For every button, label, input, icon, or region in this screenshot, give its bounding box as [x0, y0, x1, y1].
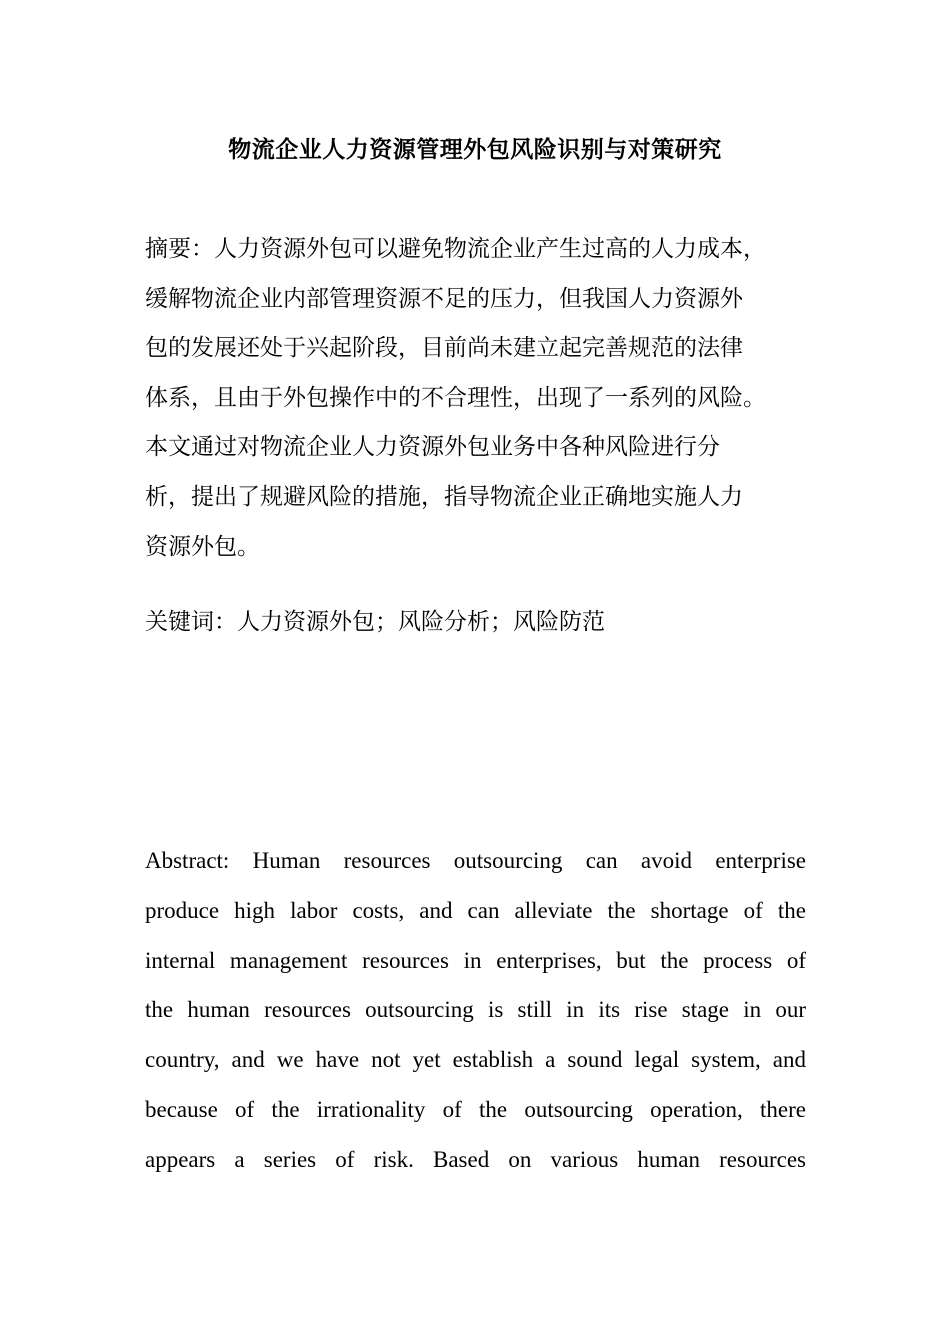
chinese-abstract-line: 体系，且由于外包操作中的不合理性，出现了一系列的风险。 [145, 384, 766, 411]
english-abstract-line: the human resources outsourcing is still in its rise stage in our [145, 997, 806, 1023]
chinese-abstract-line: 析，提出了规避风险的措施，指导物流企业正确地实施人力 [145, 483, 743, 510]
english-abstract-line: produce high labor costs, and can alleviate the shortage of the [145, 897, 806, 923]
keywords-line [145, 598, 825, 648]
keywords-text: 人力资源外包；风险分析；风险防范 [237, 609, 605, 635]
chinese-abstract [145, 225, 825, 572]
english-abstract [145, 836, 806, 1185]
chinese-abstract-line: 本文通过对物流企业人力资源外包业务中各种风险进行分 [145, 434, 720, 461]
english-abstract-line: Abstract: Human resources outsourcing can avoid enterprise [145, 848, 806, 873]
english-abstract-line: appears a series of risk. Based on various human resources [145, 1146, 806, 1172]
english-abstract-line: internal management resources in enterprises, but the process of [145, 947, 806, 973]
chinese-abstract-line: 缓解物流企业内部管理资源不足的压力，但我国人力资源外 [145, 285, 743, 312]
english-abstract-line: country, and we have not yet establish a sound legal system, and [145, 1047, 806, 1073]
chinese-abstract-line: 资源外包。 [145, 533, 260, 560]
chinese-abstract-line: 摘要：人力资源外包可以避免物流企业产生过高的人力成本， [145, 236, 766, 262]
document-title: 物流企业人力资源管理外包风险识别与对策研究 [228, 137, 722, 163]
chinese-abstract-line: 包的发展还处于兴起阶段，目前尚未建立起完善规范的法律 [145, 335, 743, 362]
english-abstract-line: because of the irrationality of the outsourcing operation, there [145, 1096, 806, 1122]
keywords-label: 关键词： [145, 609, 237, 635]
